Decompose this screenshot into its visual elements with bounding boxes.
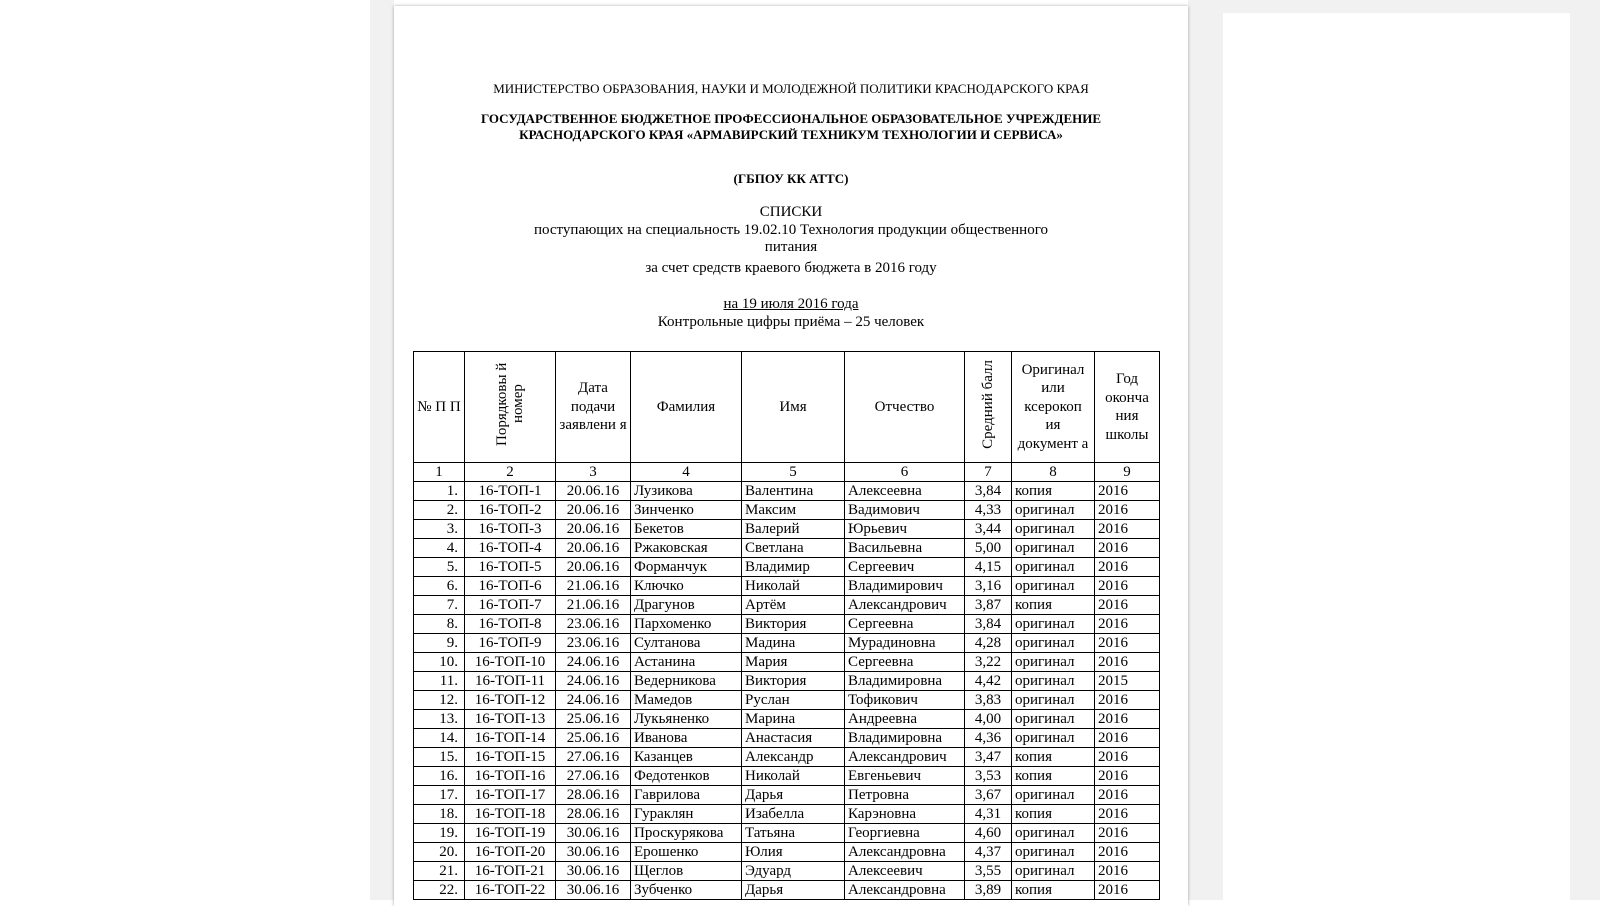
header-surname: Фамилия bbox=[631, 352, 742, 463]
reg-number-cell: 16-ТОП-15 bbox=[465, 748, 556, 767]
first-name-cell: Мария bbox=[742, 653, 845, 672]
table-row bbox=[414, 729, 1160, 748]
row-number-cell: 5. bbox=[414, 558, 465, 577]
submission-date-cell: 28.06.16 bbox=[556, 805, 631, 824]
reg-number-cell: 16-ТОП-16 bbox=[465, 767, 556, 786]
row-number-cell: 1. bbox=[414, 482, 465, 501]
patronymic-cell: Алексеевна bbox=[845, 482, 965, 501]
table-row bbox=[414, 767, 1160, 786]
table-row bbox=[414, 558, 1160, 577]
reg-number-cell: 16-ТОП-2 bbox=[465, 501, 556, 520]
first-name-cell: Марина bbox=[742, 710, 845, 729]
surname-cell: Зубченко bbox=[631, 881, 742, 900]
row-number-cell: 10. bbox=[414, 653, 465, 672]
row-number-cell: 4. bbox=[414, 539, 465, 558]
average-score-cell: 3,53 bbox=[965, 767, 1012, 786]
average-score-cell: 3,16 bbox=[965, 577, 1012, 596]
patronymic-cell: Тофикович bbox=[845, 691, 965, 710]
submission-date-cell: 30.06.16 bbox=[556, 881, 631, 900]
row-number-cell: 9. bbox=[414, 634, 465, 653]
patronymic-cell: Владимировна bbox=[845, 672, 965, 691]
row-number-cell: 17. bbox=[414, 786, 465, 805]
document-type-cell: копия bbox=[1012, 805, 1095, 824]
first-name-cell: Мадина bbox=[742, 634, 845, 653]
graduation-year-cell: 2016 bbox=[1095, 710, 1160, 729]
graduation-year-cell: 2016 bbox=[1095, 862, 1160, 881]
document-type-cell: оригинал bbox=[1012, 710, 1095, 729]
reg-number-cell: 16-ТОП-20 bbox=[465, 843, 556, 862]
reg-number-cell: 16-ТОП-12 bbox=[465, 691, 556, 710]
next-page bbox=[1223, 13, 1570, 900]
surname-cell: Драгунов bbox=[631, 596, 742, 615]
header-date: Дата подачи заявлени я bbox=[556, 352, 631, 463]
submission-date-cell: 20.06.16 bbox=[556, 482, 631, 501]
submission-date-cell: 27.06.16 bbox=[556, 748, 631, 767]
reg-number-cell: 16-ТОП-8 bbox=[465, 615, 556, 634]
surname-cell: Астанина bbox=[631, 653, 742, 672]
submission-date-cell: 27.06.16 bbox=[556, 767, 631, 786]
surname-cell: Федотенков bbox=[631, 767, 742, 786]
average-score-cell: 4,37 bbox=[965, 843, 1012, 862]
first-name-cell: Татьяна bbox=[742, 824, 845, 843]
average-score-cell: 3,84 bbox=[965, 482, 1012, 501]
row-number-cell: 11. bbox=[414, 672, 465, 691]
table-row bbox=[414, 691, 1160, 710]
header-patronymic: Отчество bbox=[845, 352, 965, 463]
average-score-cell: 4,15 bbox=[965, 558, 1012, 577]
header-num: № П П bbox=[414, 352, 465, 463]
graduation-year-cell: 2016 bbox=[1095, 501, 1160, 520]
first-name-cell: Максим bbox=[742, 501, 845, 520]
graduation-year-cell: 2016 bbox=[1095, 767, 1160, 786]
reg-number-cell: 16-ТОП-17 bbox=[465, 786, 556, 805]
reg-number-cell: 16-ТОП-4 bbox=[465, 539, 556, 558]
reg-number-cell: 16-ТОП-10 bbox=[465, 653, 556, 672]
table-row bbox=[414, 862, 1160, 881]
header-score bbox=[965, 352, 1012, 463]
row-number-cell: 14. bbox=[414, 729, 465, 748]
graduation-year-cell: 2016 bbox=[1095, 843, 1160, 862]
surname-cell: Лузикова bbox=[631, 482, 742, 501]
surname-cell: Иванова bbox=[631, 729, 742, 748]
header-reg-number-text: Порядковы й номер bbox=[494, 362, 526, 446]
surname-cell: Щеглов bbox=[631, 862, 742, 881]
patronymic-cell: Андреевна bbox=[845, 710, 965, 729]
document-type-cell: копия bbox=[1012, 482, 1095, 501]
reg-number-cell: 16-ТОП-1 bbox=[465, 482, 556, 501]
first-name-cell: Руслан bbox=[742, 691, 845, 710]
surname-cell: Ключко bbox=[631, 577, 742, 596]
submission-date-cell: 25.06.16 bbox=[556, 710, 631, 729]
patronymic-cell: Александрович bbox=[845, 748, 965, 767]
row-number-cell: 7. bbox=[414, 596, 465, 615]
average-score-cell: 3,44 bbox=[965, 520, 1012, 539]
document-type-cell: оригинал bbox=[1012, 786, 1095, 805]
average-score-cell: 4,00 bbox=[965, 710, 1012, 729]
first-name-cell: Светлана bbox=[742, 539, 845, 558]
row-number-cell: 19. bbox=[414, 824, 465, 843]
patronymic-cell: Владимирович bbox=[845, 577, 965, 596]
surname-cell: Бекетов bbox=[631, 520, 742, 539]
submission-date-cell: 21.06.16 bbox=[556, 596, 631, 615]
submission-date-cell: 23.06.16 bbox=[556, 634, 631, 653]
surname-cell: Проскурякова bbox=[631, 824, 742, 843]
institution-abbreviation: (ГБПОУ КК АТТС) bbox=[733, 171, 849, 186]
specialty-line bbox=[394, 222, 1188, 256]
document-type-cell: оригинал bbox=[1012, 520, 1095, 539]
graduation-year-cell: 2015 bbox=[1095, 672, 1160, 691]
quota-line: Контрольные цифры приёма – 25 человек bbox=[657, 314, 925, 330]
row-number-cell: 22. bbox=[414, 881, 465, 900]
patronymic-cell: Алексеевич bbox=[845, 862, 965, 881]
specialty-text: поступающих на специальность 19.02.10 Технология продукции общественного питания bbox=[534, 222, 1048, 255]
average-score-cell: 3,55 bbox=[965, 862, 1012, 881]
graduation-year-cell: 2016 bbox=[1095, 805, 1160, 824]
document-type-cell: оригинал bbox=[1012, 634, 1095, 653]
surname-cell: Казанцев bbox=[631, 748, 742, 767]
column-number: 1 bbox=[414, 463, 465, 482]
first-name-cell: Николай bbox=[742, 577, 845, 596]
submission-date-cell: 24.06.16 bbox=[556, 653, 631, 672]
first-name-cell: Дарья bbox=[742, 786, 845, 805]
patronymic-cell: Васильевна bbox=[845, 539, 965, 558]
header-reg-number bbox=[465, 352, 556, 463]
average-score-cell: 4,31 bbox=[965, 805, 1012, 824]
submission-date-cell: 30.06.16 bbox=[556, 862, 631, 881]
submission-date-cell: 30.06.16 bbox=[556, 824, 631, 843]
surname-cell: Султанова bbox=[631, 634, 742, 653]
graduation-year-cell: 2016 bbox=[1095, 577, 1160, 596]
surname-cell: Гураклян bbox=[631, 805, 742, 824]
submission-date-cell: 20.06.16 bbox=[556, 558, 631, 577]
column-number: 8 bbox=[1012, 463, 1095, 482]
row-number-cell: 18. bbox=[414, 805, 465, 824]
graduation-year-cell: 2016 bbox=[1095, 615, 1160, 634]
patronymic-cell: Владимировна bbox=[845, 729, 965, 748]
column-numbers-row bbox=[414, 463, 1160, 482]
surname-cell: Гаврилова bbox=[631, 786, 742, 805]
table-row bbox=[414, 786, 1160, 805]
average-score-cell: 3,89 bbox=[965, 881, 1012, 900]
viewer-gutter-right bbox=[1570, 0, 1600, 900]
first-name-cell: Эдуард bbox=[742, 862, 845, 881]
table-row bbox=[414, 710, 1160, 729]
table-row bbox=[414, 653, 1160, 672]
list-heading: СПИСКИ bbox=[759, 204, 823, 220]
average-score-cell: 3,67 bbox=[965, 786, 1012, 805]
surname-cell: Форманчук bbox=[631, 558, 742, 577]
graduation-year-cell: 2016 bbox=[1095, 786, 1160, 805]
column-number: 5 bbox=[742, 463, 845, 482]
header-document: Оригинал или ксерокоп ия документ а bbox=[1012, 352, 1095, 463]
document-page bbox=[394, 6, 1188, 906]
document-type-cell: оригинал bbox=[1012, 862, 1095, 881]
document-type-cell: оригинал bbox=[1012, 672, 1095, 691]
table-row bbox=[414, 881, 1160, 900]
surname-cell: Мамедов bbox=[631, 691, 742, 710]
surname-cell: Ерошенко bbox=[631, 843, 742, 862]
first-name-cell: Валерий bbox=[742, 520, 845, 539]
column-number: 9 bbox=[1095, 463, 1160, 482]
reg-number-cell: 16-ТОП-11 bbox=[465, 672, 556, 691]
table-row bbox=[414, 596, 1160, 615]
table-header-row bbox=[414, 352, 1160, 463]
surname-cell: Лукьяненко bbox=[631, 710, 742, 729]
graduation-year-cell: 2016 bbox=[1095, 653, 1160, 672]
table-row bbox=[414, 748, 1160, 767]
first-name-cell: Анастасия bbox=[742, 729, 845, 748]
average-score-cell: 3,84 bbox=[965, 615, 1012, 634]
table-row bbox=[414, 843, 1160, 862]
submission-date-cell: 25.06.16 bbox=[556, 729, 631, 748]
average-score-cell: 5,00 bbox=[965, 539, 1012, 558]
column-number: 2 bbox=[465, 463, 556, 482]
first-name-cell: Александр bbox=[742, 748, 845, 767]
surname-cell: Пархоменко bbox=[631, 615, 742, 634]
table-body bbox=[414, 482, 1160, 900]
reg-number-cell: 16-ТОП-18 bbox=[465, 805, 556, 824]
submission-date-cell: 20.06.16 bbox=[556, 539, 631, 558]
first-name-cell: Изабелла bbox=[742, 805, 845, 824]
document-type-cell: оригинал bbox=[1012, 577, 1095, 596]
applicants-table bbox=[413, 351, 1160, 900]
patronymic-cell: Сергеевна bbox=[845, 615, 965, 634]
average-score-cell: 4,33 bbox=[965, 501, 1012, 520]
reg-number-cell: 16-ТОП-7 bbox=[465, 596, 556, 615]
patronymic-cell: Вадимович bbox=[845, 501, 965, 520]
patronymic-cell: Сергеевич bbox=[845, 558, 965, 577]
submission-date-cell: 28.06.16 bbox=[556, 786, 631, 805]
table-row bbox=[414, 634, 1160, 653]
average-score-cell: 3,47 bbox=[965, 748, 1012, 767]
row-number-cell: 2. bbox=[414, 501, 465, 520]
reg-number-cell: 16-ТОП-5 bbox=[465, 558, 556, 577]
column-number: 6 bbox=[845, 463, 965, 482]
patronymic-cell: Сергеевна bbox=[845, 653, 965, 672]
average-score-cell: 4,60 bbox=[965, 824, 1012, 843]
table-row bbox=[414, 805, 1160, 824]
graduation-year-cell: 2016 bbox=[1095, 824, 1160, 843]
reg-number-cell: 16-ТОП-21 bbox=[465, 862, 556, 881]
submission-date-cell: 23.06.16 bbox=[556, 615, 631, 634]
graduation-year-cell: 2016 bbox=[1095, 748, 1160, 767]
first-name-cell: Виктория bbox=[742, 615, 845, 634]
patronymic-cell: Александровна bbox=[845, 881, 965, 900]
row-number-cell: 12. bbox=[414, 691, 465, 710]
patronymic-cell: Петровна bbox=[845, 786, 965, 805]
column-number: 4 bbox=[631, 463, 742, 482]
patronymic-cell: Александрович bbox=[845, 596, 965, 615]
document-type-cell: оригинал bbox=[1012, 843, 1095, 862]
patronymic-cell: Александровна bbox=[845, 843, 965, 862]
graduation-year-cell: 2016 bbox=[1095, 539, 1160, 558]
document-type-cell: оригинал bbox=[1012, 501, 1095, 520]
average-score-cell: 3,83 bbox=[965, 691, 1012, 710]
viewer-gutter-left bbox=[370, 0, 394, 900]
header-year: Год оконча ния школы bbox=[1095, 352, 1160, 463]
budget-line: за счет средств краевого бюджета в 2016 году bbox=[645, 260, 937, 276]
patronymic-cell: Карэновна bbox=[845, 805, 965, 824]
reg-number-cell: 16-ТОП-22 bbox=[465, 881, 556, 900]
average-score-cell: 3,22 bbox=[965, 653, 1012, 672]
document-type-cell: копия bbox=[1012, 767, 1095, 786]
first-name-cell: Дарья bbox=[742, 881, 845, 900]
document-type-cell: оригинал bbox=[1012, 691, 1095, 710]
submission-date-cell: 20.06.16 bbox=[556, 520, 631, 539]
average-score-cell: 3,87 bbox=[965, 596, 1012, 615]
patronymic-cell: Юрьевич bbox=[845, 520, 965, 539]
graduation-year-cell: 2016 bbox=[1095, 729, 1160, 748]
average-score-cell: 4,42 bbox=[965, 672, 1012, 691]
table-row bbox=[414, 577, 1160, 596]
reg-number-cell: 16-ТОП-3 bbox=[465, 520, 556, 539]
patronymic-cell: Евгеньевич bbox=[845, 767, 965, 786]
document-type-cell: оригинал bbox=[1012, 653, 1095, 672]
row-number-cell: 15. bbox=[414, 748, 465, 767]
reg-number-cell: 16-ТОП-14 bbox=[465, 729, 556, 748]
header-name: Имя bbox=[742, 352, 845, 463]
document-type-cell: оригинал bbox=[1012, 558, 1095, 577]
submission-date-cell: 21.06.16 bbox=[556, 577, 631, 596]
viewer-gutter-top bbox=[1188, 0, 1600, 13]
first-name-cell: Юлия bbox=[742, 843, 845, 862]
row-number-cell: 20. bbox=[414, 843, 465, 862]
graduation-year-cell: 2016 bbox=[1095, 881, 1160, 900]
table-row bbox=[414, 824, 1160, 843]
surname-cell: Ржаковская bbox=[631, 539, 742, 558]
row-number-cell: 21. bbox=[414, 862, 465, 881]
document-type-cell: оригинал bbox=[1012, 824, 1095, 843]
submission-date-cell: 24.06.16 bbox=[556, 691, 631, 710]
date-line: на 19 июля 2016 года bbox=[723, 296, 859, 312]
ministry-title: МИНИСТЕРСТВО ОБРАЗОВАНИЯ, НАУКИ И МОЛОДЕЖНОЙ ПОЛИТИКИ КРАСНОДАРСКОГО КРАЯ bbox=[493, 81, 1089, 96]
table-row bbox=[414, 501, 1160, 520]
document-type-cell: оригинал bbox=[1012, 615, 1095, 634]
document-type-cell: копия bbox=[1012, 748, 1095, 767]
row-number-cell: 16. bbox=[414, 767, 465, 786]
average-score-cell: 4,28 bbox=[965, 634, 1012, 653]
first-name-cell: Виктория bbox=[742, 672, 845, 691]
submission-date-cell: 30.06.16 bbox=[556, 843, 631, 862]
submission-date-cell: 24.06.16 bbox=[556, 672, 631, 691]
first-name-cell: Артём bbox=[742, 596, 845, 615]
document-type-cell: копия bbox=[1012, 881, 1095, 900]
patronymic-cell: Георгиевна bbox=[845, 824, 965, 843]
graduation-year-cell: 2016 bbox=[1095, 691, 1160, 710]
column-number: 7 bbox=[965, 463, 1012, 482]
graduation-year-cell: 2016 bbox=[1095, 558, 1160, 577]
graduation-year-cell: 2016 bbox=[1095, 482, 1160, 501]
graduation-year-cell: 2016 bbox=[1095, 634, 1160, 653]
institution-title: ГОСУДАРСТВЕННОЕ БЮДЖЕТНОЕ ПРОФЕССИОНАЛЬНОЕ ОБРАЗОВАТЕЛЬНОЕ УЧРЕЖДЕНИЕ КРАСНОДАРСКОГО КРАЯ «АРМАВИРСКИЙ ТЕХНИКУМ ТЕХНОЛОГИИ И СЕРВИСА» bbox=[480, 111, 1102, 142]
first-name-cell: Николай bbox=[742, 767, 845, 786]
row-number-cell: 8. bbox=[414, 615, 465, 634]
table-row bbox=[414, 520, 1160, 539]
graduation-year-cell: 2016 bbox=[1095, 520, 1160, 539]
first-name-cell: Валентина bbox=[742, 482, 845, 501]
average-score-cell: 4,36 bbox=[965, 729, 1012, 748]
table-row bbox=[414, 672, 1160, 691]
submission-date-cell: 20.06.16 bbox=[556, 501, 631, 520]
row-number-cell: 3. bbox=[414, 520, 465, 539]
row-number-cell: 6. bbox=[414, 577, 465, 596]
column-number: 3 bbox=[556, 463, 631, 482]
document-type-cell: копия bbox=[1012, 596, 1095, 615]
patronymic-cell: Мурадиновна bbox=[845, 634, 965, 653]
reg-number-cell: 16-ТОП-13 bbox=[465, 710, 556, 729]
reg-number-cell: 16-ТОП-9 bbox=[465, 634, 556, 653]
graduation-year-cell: 2016 bbox=[1095, 596, 1160, 615]
viewer-gutter-middle bbox=[1188, 0, 1223, 900]
table-row bbox=[414, 539, 1160, 558]
header-score-text: Средний балл bbox=[980, 359, 996, 449]
row-number-cell: 13. bbox=[414, 710, 465, 729]
document-type-cell: оригинал bbox=[1012, 729, 1095, 748]
document-type-cell: оригинал bbox=[1012, 539, 1095, 558]
surname-cell: Зинченко bbox=[631, 501, 742, 520]
reg-number-cell: 16-ТОП-6 bbox=[465, 577, 556, 596]
reg-number-cell: 16-ТОП-19 bbox=[465, 824, 556, 843]
surname-cell: Ведерникова bbox=[631, 672, 742, 691]
table-row bbox=[414, 482, 1160, 501]
table-row bbox=[414, 615, 1160, 634]
first-name-cell: Владимир bbox=[742, 558, 845, 577]
